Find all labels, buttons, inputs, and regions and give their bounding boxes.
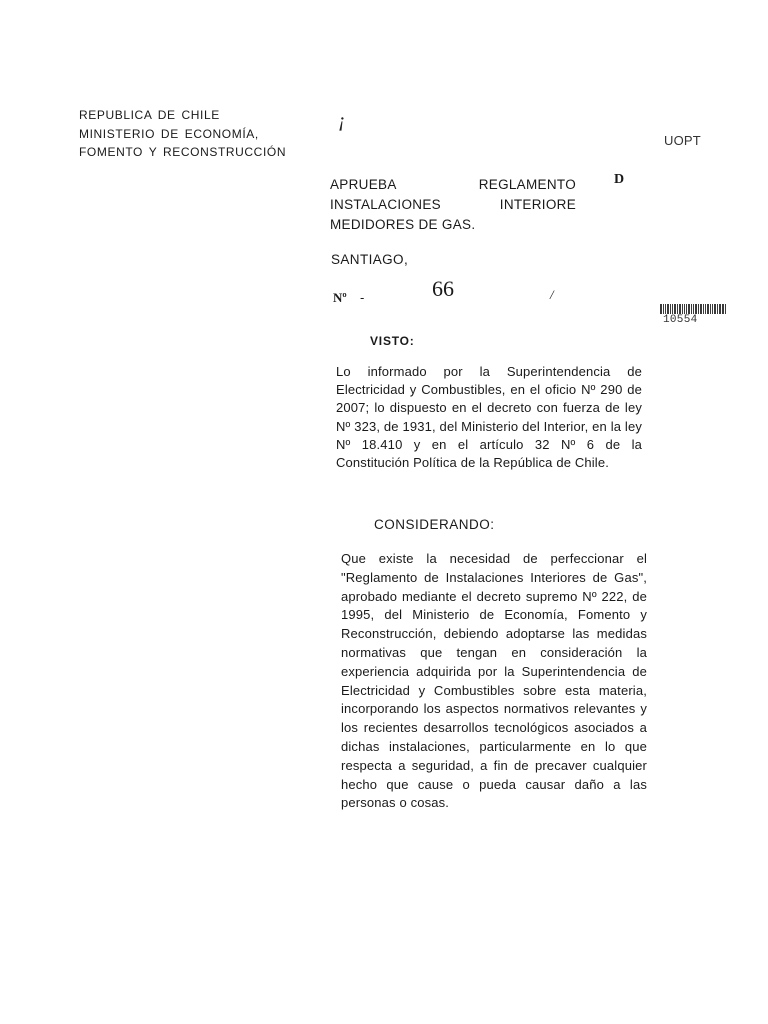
visto-heading: VISTO: <box>370 334 415 348</box>
slash-mark: / <box>550 287 554 302</box>
office-code: UOPT <box>664 133 701 148</box>
letterhead-ministry-cont: FOMENTO Y RECONSTRUCCIÓN <box>79 145 287 159</box>
decree-title-line: APRUEBA REGLAMENTO <box>330 177 576 192</box>
letterhead-ministry: MINISTERIO DE ECONOMÍA, <box>79 126 259 141</box>
considerando-heading: CONSIDERANDO: <box>374 517 495 532</box>
handwritten-mark: ¡ <box>338 110 346 132</box>
barcode-number: 10554 <box>663 314 698 326</box>
ministry-letterhead <box>79 106 329 162</box>
decree-title-line: INSTALACIONES INTERIORE <box>330 197 576 212</box>
decree-number-dash: - <box>360 290 365 305</box>
barcode-icon <box>660 304 732 314</box>
decree-title-line: MEDIDORES DE GAS. <box>330 217 476 232</box>
decree-place: SANTIAGO, <box>331 252 409 267</box>
margin-mark: D <box>614 172 625 187</box>
letterhead-country: REPUBLICA DE CHILE <box>79 108 220 122</box>
decree-title <box>330 175 576 235</box>
considerando-paragraph: Que existe la necesidad de perfeccionar el "Reglamento de Instalaciones Interiores de Gas", aprobado mediante el decreto supremo Nº 222, de 1995, del Ministerio de Economía, Fomento y Reconstrucción, debiendo adoptarse las medidas normativas que tengan en consideración la experiencia adquirida por la Superintendencia de Electricidad y Combustibles sobre esta materia, incorporando los aspectos normativos relevantes y los recientes desarrollos tecnológicos asociados a dichas instalaciones, particularmente en lo que respecta a seguridad, a fin de precaver cualquier hecho que cause o pueda causar daño a las personas o cosas. <box>341 551 647 811</box>
decree-number: 66 <box>432 276 454 301</box>
visto-paragraph: Lo informado por la Superintendencia de Electricidad y Combustibles, en el oficio Nº 290 de 2007; lo dispuesto en el decreto con fuerza de ley Nº 323, de 1931, del Ministerio del Interior, en la ley Nº 18.410 y en el artículo 32 Nº 6 de la Constitución Política de la República de Chile. <box>336 364 642 471</box>
decree-number-label: Nº <box>333 290 347 305</box>
